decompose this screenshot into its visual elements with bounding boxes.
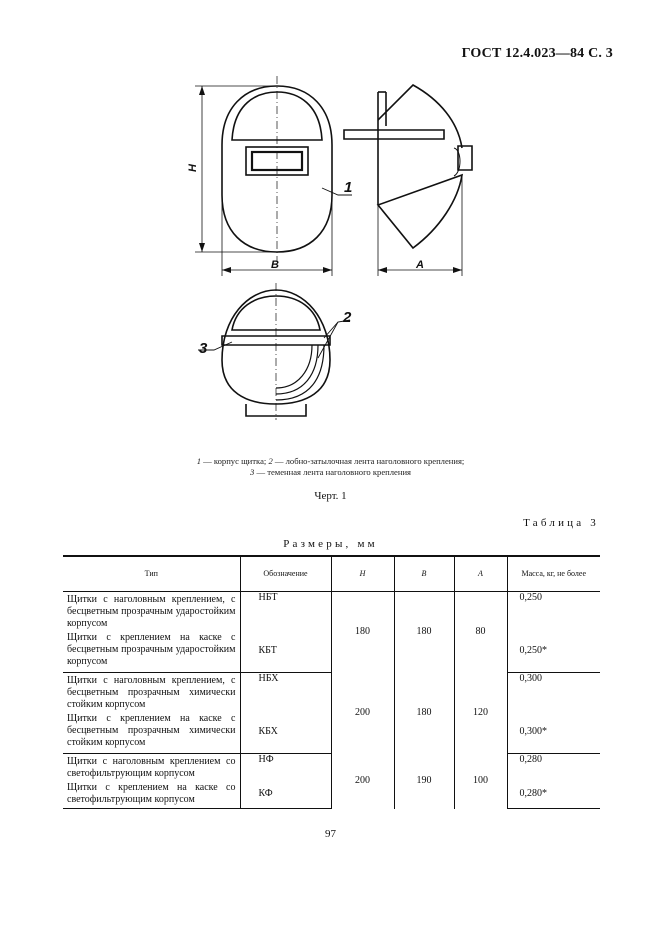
- cell-b: 190: [394, 754, 454, 809]
- cell-b: 180: [394, 673, 454, 754]
- figure-legend-line1: 1 — корпус щитка; 2 — лобно-затылочная лента наголовного крепления;: [196, 456, 465, 466]
- cell-type: Щитки с наголовным креплением, с бесцветным прозрачным ударостойким корпусом: [63, 592, 240, 631]
- cell-code: КФ: [240, 780, 331, 809]
- cell-type: Щитки с наголовным креплением, с бесцветным прозрачным химически стойким корпусом: [63, 673, 240, 712]
- cell-code: КБХ: [240, 711, 331, 754]
- table-number: Таблица 3: [523, 517, 599, 529]
- cell-h: 200: [331, 673, 394, 754]
- col-header-mass: Масса, кг, не более: [507, 556, 600, 592]
- cell-mass: 0,300: [507, 673, 600, 712]
- col-header-b: B: [394, 556, 454, 592]
- cell-type: Щитки с креплением на каске с бесцветным прозрачным химически стойким корпусом: [63, 711, 240, 754]
- cell-mass: 0,280*: [507, 780, 600, 809]
- table-header-row: [63, 556, 600, 592]
- cell-mass: 0,250*: [507, 630, 600, 673]
- top-view: [198, 283, 350, 420]
- part-label-2: 2: [343, 309, 352, 326]
- dim-label-h: H: [187, 164, 199, 172]
- table-row: [63, 592, 600, 631]
- document-header: ГОСТ 12.4.023—84 С. 3: [461, 46, 613, 61]
- dim-label-b: B: [271, 259, 279, 271]
- cell-code: КБТ: [240, 630, 331, 673]
- cell-a: 100: [454, 754, 507, 809]
- cell-a: 120: [454, 673, 507, 754]
- cell-mass: 0,300*: [507, 711, 600, 754]
- col-header-h: H: [331, 556, 394, 592]
- cell-h: 180: [331, 592, 394, 673]
- cell-b: 180: [394, 592, 454, 673]
- col-header-a: A: [454, 556, 507, 592]
- technical-drawing: [0, 0, 661, 460]
- cell-code: НФ: [240, 754, 331, 781]
- cell-type: Щитки с наголовным креплением со светофильтрующим корпусом: [63, 754, 240, 781]
- cell-code: НБХ: [240, 673, 331, 712]
- cell-h: 200: [331, 754, 394, 809]
- side-view: [344, 85, 472, 276]
- col-header-type: Тип: [63, 556, 240, 592]
- cell-type: Щитки с креплением на каске со светофильтрующим корпусом: [63, 780, 240, 809]
- figure-legend-line2: 3 — теменная лента наголовного крепления: [250, 467, 411, 477]
- cell-type: Щитки с креплением на каске с бесцветным прозрачным ударостойким корпусом: [63, 630, 240, 673]
- part-label-1: 1: [344, 179, 353, 196]
- dimensions-table: [63, 555, 600, 809]
- dim-label-a: A: [416, 259, 424, 271]
- cell-a: 80: [454, 592, 507, 673]
- col-header-code: Обозначение: [240, 556, 331, 592]
- cell-code: НБТ: [240, 592, 331, 631]
- part-label-3: 3: [199, 340, 208, 357]
- table-row: [63, 754, 600, 781]
- figure-label: Черт. 1: [314, 490, 347, 502]
- table-row: [63, 673, 600, 712]
- page-number: 97: [325, 828, 336, 840]
- front-view: [195, 76, 352, 276]
- cell-mass: 0,250: [507, 592, 600, 631]
- table-title: Размеры, мм: [283, 538, 378, 550]
- cell-mass: 0,280: [507, 754, 600, 781]
